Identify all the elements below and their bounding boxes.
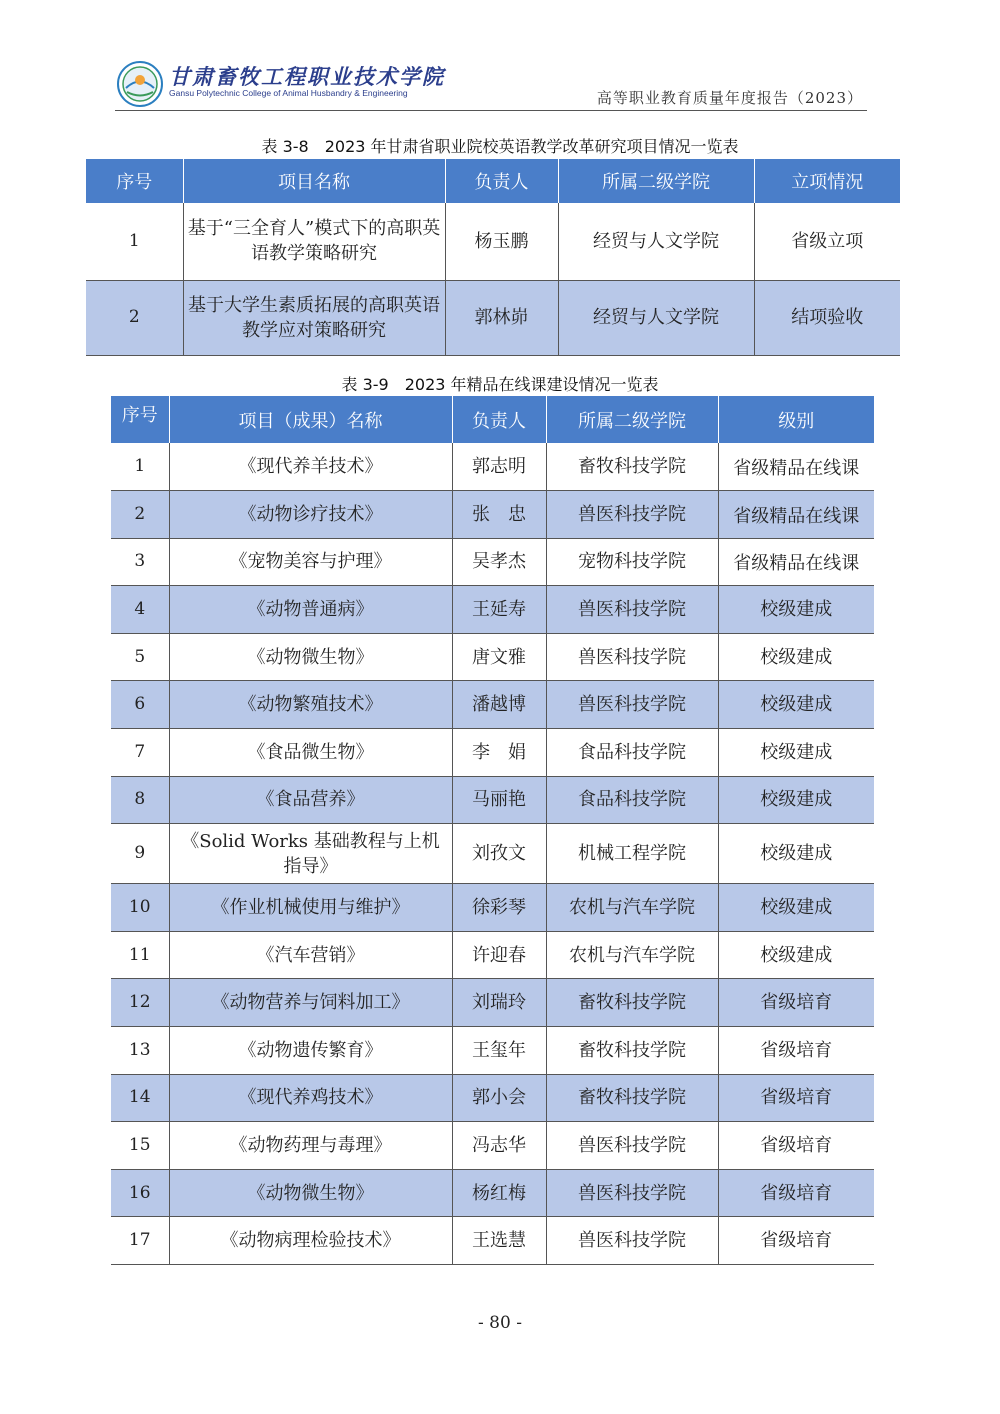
leader-name: 杨红梅 (452, 1169, 546, 1217)
college-name: 农机与汽车学院 (546, 931, 718, 979)
col-header-leader: 负责人 (445, 159, 558, 203)
row-no: 9 (111, 824, 169, 884)
table-row (111, 729, 874, 777)
table-header-row (111, 396, 874, 443)
course-name: 《动物微生物》 (169, 633, 452, 681)
leader-name: 唐文雅 (452, 633, 546, 681)
table-row (111, 1074, 874, 1122)
leader-name: 郭志明 (452, 443, 546, 491)
col-header-college: 所属二级学院 (558, 159, 754, 203)
school-name-cn: 甘肃畜牧工程职业技术学院 (169, 64, 445, 89)
row-no: 17 (111, 1217, 169, 1265)
leader-name: 吴孝杰 (452, 538, 546, 586)
row-no: 16 (111, 1169, 169, 1217)
leader-name: 徐彩琴 (452, 884, 546, 932)
level: 省级培育 (718, 1217, 874, 1265)
page-header (115, 55, 867, 111)
course-name: 《现代养鸡技术》 (169, 1074, 452, 1122)
level: 省级培育 (718, 979, 874, 1027)
row-no: 1 (111, 443, 169, 491)
level: 省级培育 (718, 1169, 874, 1217)
level: 校级建成 (718, 776, 874, 824)
level (718, 538, 874, 586)
table-row (111, 1217, 874, 1265)
table-row (111, 979, 874, 1027)
row-no: 7 (111, 729, 169, 777)
leader-name: 马丽艳 (452, 776, 546, 824)
row-no: 5 (111, 633, 169, 681)
college-name: 食品科技学院 (546, 729, 718, 777)
college-name: 兽医科技学院 (546, 491, 718, 539)
college-name: 经贸与人文学院 (558, 203, 754, 280)
row-no: 2 (111, 491, 169, 539)
table2-caption: 表 3-9 2023 年精品在线课建设情况一览表 (341, 375, 659, 394)
college-name: 食品科技学院 (546, 776, 718, 824)
college-name: 畜牧科技学院 (546, 1074, 718, 1122)
col-header-no: 序号 (86, 159, 183, 203)
page-number: - 80 - (478, 1313, 522, 1333)
row-no: 4 (111, 586, 169, 634)
level: 校级建成 (718, 681, 874, 729)
course-name: 《动物遗传繁育》 (169, 1027, 452, 1075)
row-no: 3 (111, 538, 169, 586)
col-header-leader: 负责人 (452, 396, 546, 443)
status: 省级立项 (754, 203, 900, 280)
leader-name: 郭小会 (452, 1074, 546, 1122)
level: 校级建成 (718, 586, 874, 634)
leader-name: 许迎春 (452, 931, 546, 979)
row-no: 10 (111, 884, 169, 932)
row-no: 2 (86, 280, 183, 355)
col-header-college: 所属二级学院 (546, 396, 718, 443)
row-no: 11 (111, 931, 169, 979)
table-row (111, 1169, 874, 1217)
table-row (111, 443, 874, 491)
college-name: 兽医科技学院 (546, 681, 718, 729)
level: 省级培育 (718, 1027, 874, 1075)
row-no: 8 (111, 776, 169, 824)
college-name: 兽医科技学院 (546, 1122, 718, 1170)
col-header-no: 序号 (111, 396, 169, 443)
course-name: 《现代养羊技术》 (169, 443, 452, 491)
col-header-name: 项目名称 (183, 159, 445, 203)
college-name: 畜牧科技学院 (546, 979, 718, 1027)
row-no: 1 (86, 203, 183, 280)
row-no: 14 (111, 1074, 169, 1122)
course-name: 《动物繁殖技术》 (169, 681, 452, 729)
school-name-en: Gansu Polytechnic College of Animal Husbandry & Engineering (169, 88, 408, 98)
leader-name: 冯志华 (452, 1122, 546, 1170)
level: 校级建成 (718, 633, 874, 681)
table-row (111, 491, 874, 539)
leader-name: 李 娟 (452, 729, 546, 777)
row-no: 12 (111, 979, 169, 1027)
table-row (111, 586, 874, 634)
leader-name: 潘越博 (452, 681, 546, 729)
table-row (111, 931, 874, 979)
level: 校级建成 (718, 729, 874, 777)
level: 校级建成 (718, 931, 874, 979)
college-name: 经贸与人文学院 (558, 280, 754, 355)
table-row (111, 884, 874, 932)
leader-name: 张 忠 (452, 491, 546, 539)
course-name: 《动物药理与毒理》 (169, 1122, 452, 1170)
status: 结项验收 (754, 280, 900, 355)
report-title: 高等职业教育质量年度报告（2023） (596, 89, 863, 107)
table-row (86, 280, 900, 355)
level-text: 省级精品在线课 (733, 505, 860, 527)
college-name: 畜牧科技学院 (546, 1027, 718, 1075)
college-name: 兽医科技学院 (546, 1169, 718, 1217)
table-row (111, 633, 874, 681)
leader-name: 刘孜文 (452, 824, 546, 884)
level: 省级培育 (718, 1122, 874, 1170)
level-text: 省级精品在线课 (733, 458, 860, 480)
level (718, 443, 874, 491)
course-name: 《食品微生物》 (169, 729, 452, 777)
row-no: 15 (111, 1122, 169, 1170)
row-no: 6 (111, 681, 169, 729)
college-name: 畜牧科技学院 (546, 443, 718, 491)
course-name: 《作业机械使用与维护》 (169, 884, 452, 932)
table-row (111, 681, 874, 729)
english-reform-table (86, 159, 900, 356)
row-no: 13 (111, 1027, 169, 1075)
college-name: 兽医科技学院 (546, 586, 718, 634)
col-header-status: 立项情况 (754, 159, 900, 203)
college-name: 兽医科技学院 (546, 1217, 718, 1265)
leader-name: 刘瑞玲 (452, 979, 546, 1027)
online-course-table (111, 396, 874, 1265)
table1-caption: 表 3-8 2023 年甘肃省职业院校英语教学改革研究项目情况一览表 (261, 137, 739, 156)
leader-name: 郭林峁 (445, 280, 558, 355)
school-emblem-icon (117, 61, 163, 107)
table-row (111, 824, 874, 884)
table-row (86, 203, 900, 280)
college-name: 农机与汽车学院 (546, 884, 718, 932)
level (718, 491, 874, 539)
leader-name: 杨玉鹏 (445, 203, 558, 280)
project-name: 基于大学生素质拓展的高职英语教学应对策略研究 (183, 280, 445, 355)
course-name: 《动物诊疗技术》 (169, 491, 452, 539)
course-name: 《汽车营销》 (169, 931, 452, 979)
leader-name: 王玺年 (452, 1027, 546, 1075)
level: 校级建成 (718, 884, 874, 932)
table-row (111, 776, 874, 824)
course-name: 《动物营养与饲料加工》 (169, 979, 452, 1027)
col-header-level: 级别 (718, 396, 874, 443)
leader-name: 王延寿 (452, 586, 546, 634)
course-name: 《宠物美容与护理》 (169, 538, 452, 586)
course-name: 《Solid Works 基础教程与上机指导》 (169, 824, 452, 884)
course-name: 《动物病理检验技术》 (169, 1217, 452, 1265)
table-row (111, 1122, 874, 1170)
leader-name: 王选慧 (452, 1217, 546, 1265)
table-header-row (86, 159, 900, 203)
college-name: 机械工程学院 (546, 824, 718, 884)
level: 校级建成 (718, 824, 874, 884)
col-header-name: 项目（成果）名称 (169, 396, 452, 443)
level-text: 省级精品在线课 (733, 553, 860, 575)
table-row (111, 538, 874, 586)
level: 省级培育 (718, 1074, 874, 1122)
course-name: 《食品营养》 (169, 776, 452, 824)
table-row (111, 1027, 874, 1075)
college-name: 宠物科技学院 (546, 538, 718, 586)
college-name: 兽医科技学院 (546, 633, 718, 681)
project-name: 基于“三全育人”模式下的高职英语教学策略研究 (183, 203, 445, 280)
course-name: 《动物普通病》 (169, 586, 452, 634)
course-name: 《动物微生物》 (169, 1169, 452, 1217)
